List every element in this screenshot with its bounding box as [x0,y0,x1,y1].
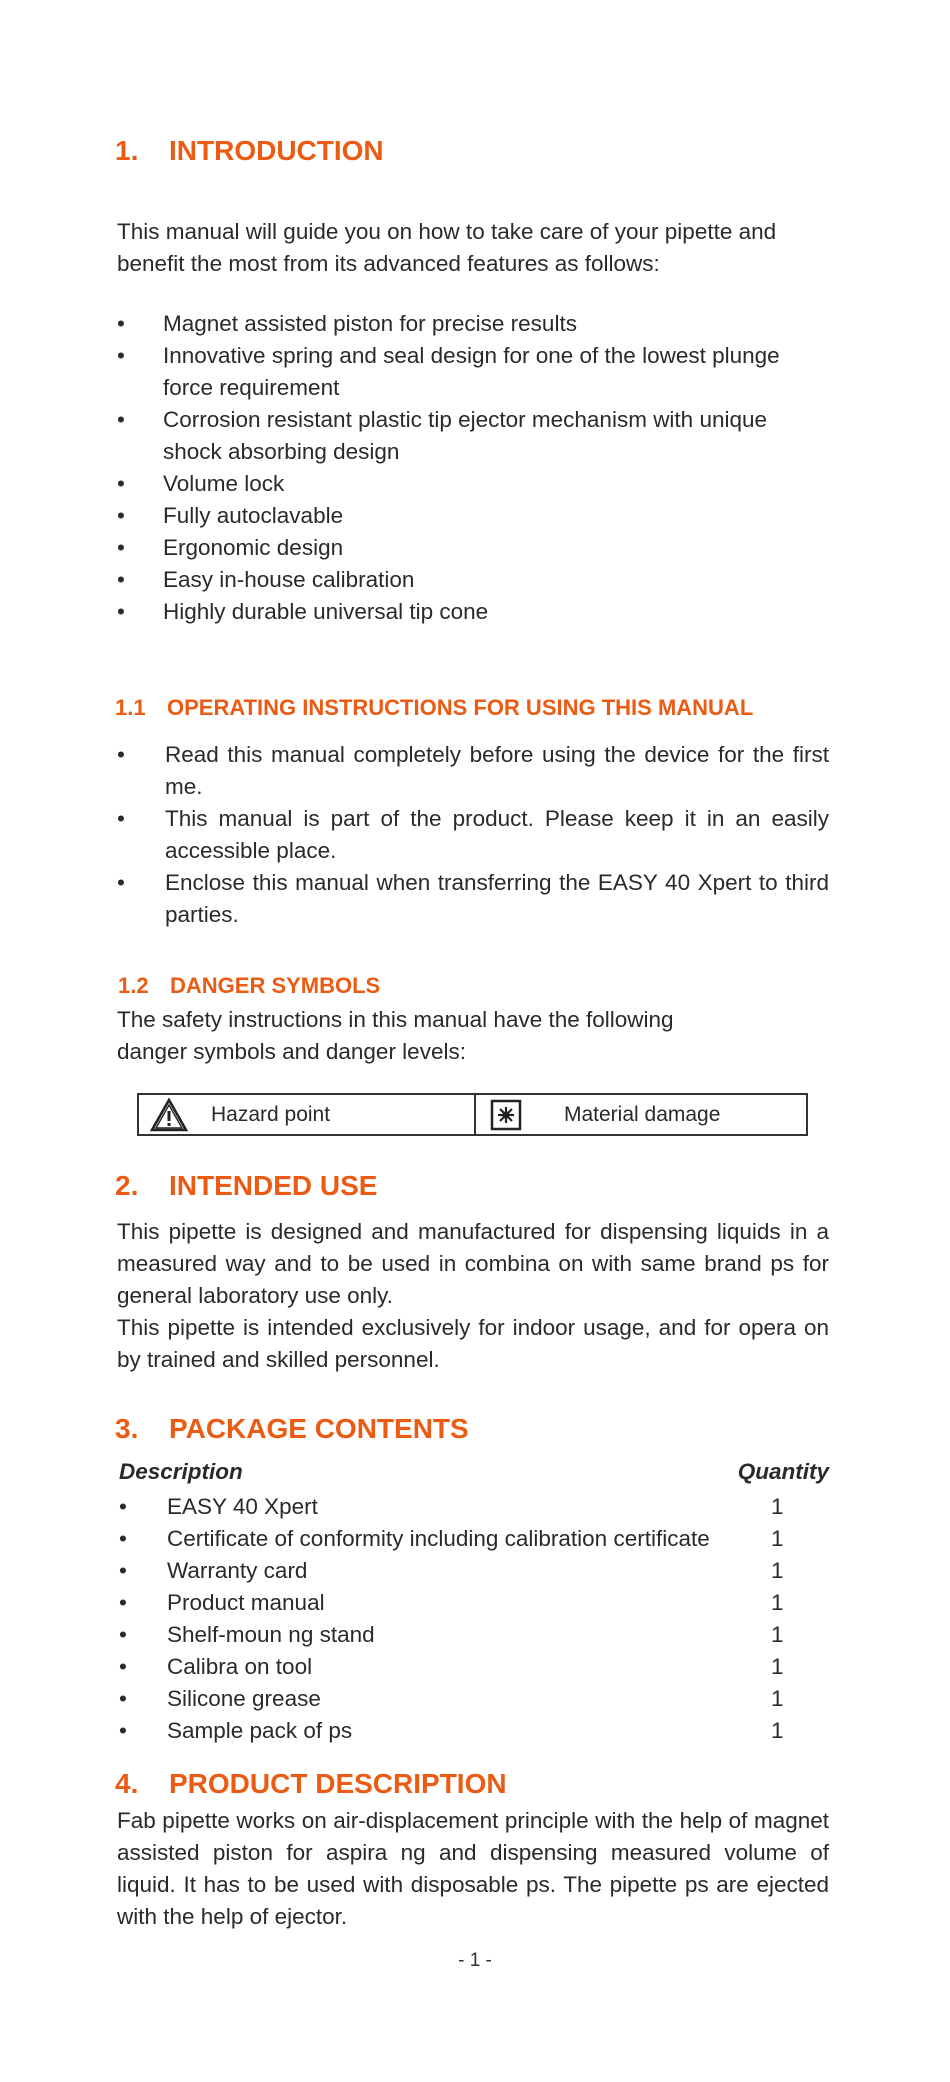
danger-symbols-table [137,1093,808,1136]
symbol-label: Material damage [564,1102,721,1126]
item-quantity: 1 [771,1718,784,1743]
section-number: 1.1 [115,695,146,720]
list-item: • Corrosion resistant plastic tip ejector mechanism with unique shock absorbing design [117,404,829,468]
item-quantity: 1 [771,1686,784,1711]
section-number: 2. [115,1170,139,1201]
page-number: - 1 - [458,1950,492,1971]
item-name: Warranty card [167,1558,308,1583]
section-title: DANGER SYMBOLS [170,973,381,998]
intended-use-paragraph-2: This pipette is intended exclusively for indoor usage, and for opera on by trained and skilled personnel. [117,1315,829,1372]
list-item: • Easy in-house calibration [117,564,829,596]
list-item: • Read this manual completely before using the device for the first me. [117,739,829,803]
item-name: Shelf-moun ng stand [167,1622,375,1647]
item-quantity: 1 [771,1622,784,1647]
section-title: OPERATING INSTRUCTIONS FOR USING THIS MANUAL [167,695,754,720]
list-item: • This manual is part of the product. Please keep it in an easily accessible place. [117,803,829,867]
item-name: Calibra on tool [167,1654,313,1679]
section-number: 1.2 [118,973,149,998]
material-damage-icon [486,1097,526,1133]
section-1-1-heading [115,695,753,721]
symbol-label: Hazard point [211,1102,331,1126]
section-4-heading [115,1768,507,1800]
section-number: 3. [115,1413,139,1444]
quantity-column-header: Quantity [737,1459,829,1484]
material-damage-cell [475,1094,807,1135]
list-item [119,1683,829,1715]
section-title: INTRODUCTION [169,135,384,166]
list-item [119,1619,829,1651]
section-1-2-heading [118,973,380,999]
list-item: • Fully autoclavable [117,500,829,532]
danger-intro: The safety instructions in this manual have the following danger symbols and danger levels: [117,1007,674,1064]
item-name: Certificate of conformity including calibration certificate [167,1526,710,1551]
intro-paragraph: This manual will guide you on how to take care of your pipette and benefit the most from its advanced features as follows: [117,219,777,276]
item-quantity: 1 [771,1654,784,1679]
description-column-header: Description [119,1459,243,1484]
section-title: INTENDED USE [169,1170,378,1201]
list-item: • Ergonomic design [117,532,829,564]
list-item: • Highly durable universal tip cone [117,596,829,628]
section-2-heading [115,1170,377,1202]
feature-list [117,308,829,628]
hazard-point-cell [138,1094,475,1135]
item-name: Sample pack of ps [167,1718,353,1743]
section-1-heading [115,135,384,167]
list-item [119,1555,829,1587]
item-name: EASY 40 Xpert [167,1494,318,1519]
section-number: 4. [115,1768,139,1799]
warning-triangle-icon [149,1097,189,1133]
item-name: Silicone grease [167,1686,321,1711]
list-item [119,1587,829,1619]
package-contents-list [119,1491,829,1747]
list-item [119,1491,829,1523]
list-item: • Enclose this manual when transferring the EASY 40 Xpert to third parties. [117,867,829,931]
item-quantity: 1 [771,1526,784,1551]
item-quantity: 1 [771,1558,784,1583]
list-item: • Innovative spring and seal design for one of the lowest plunge force requirement [117,340,829,404]
section-title: PACKAGE CONTENTS [169,1413,469,1444]
item-name: Product manual [167,1590,325,1615]
item-quantity: 1 [771,1590,784,1615]
list-item: • Volume lock [117,468,829,500]
list-item [119,1523,829,1555]
item-quantity: 1 [771,1494,784,1519]
list-item [119,1715,829,1747]
product-description-paragraph: Fab pipette works on air-displacement principle with the help of magnet assisted piston for aspira ng and dispensing measured volume of liquid. It has to be used with disposable ps. The pipette ps are ejected with the help of ejector. [117,1808,829,1929]
instructions-list [117,739,829,931]
section-title: PRODUCT DESCRIPTION [169,1768,507,1799]
intended-use-paragraph-1: This pipette is designed and manufactured for dispensing liquids in a measured way and to be used in combina on with same brand ps for general laboratory use only. [117,1219,829,1308]
list-item [119,1651,829,1683]
package-table-header [119,1459,829,1485]
section-number: 1. [115,135,139,166]
list-item: • Magnet assisted piston for precise results [117,308,829,340]
section-3-heading [115,1413,469,1445]
